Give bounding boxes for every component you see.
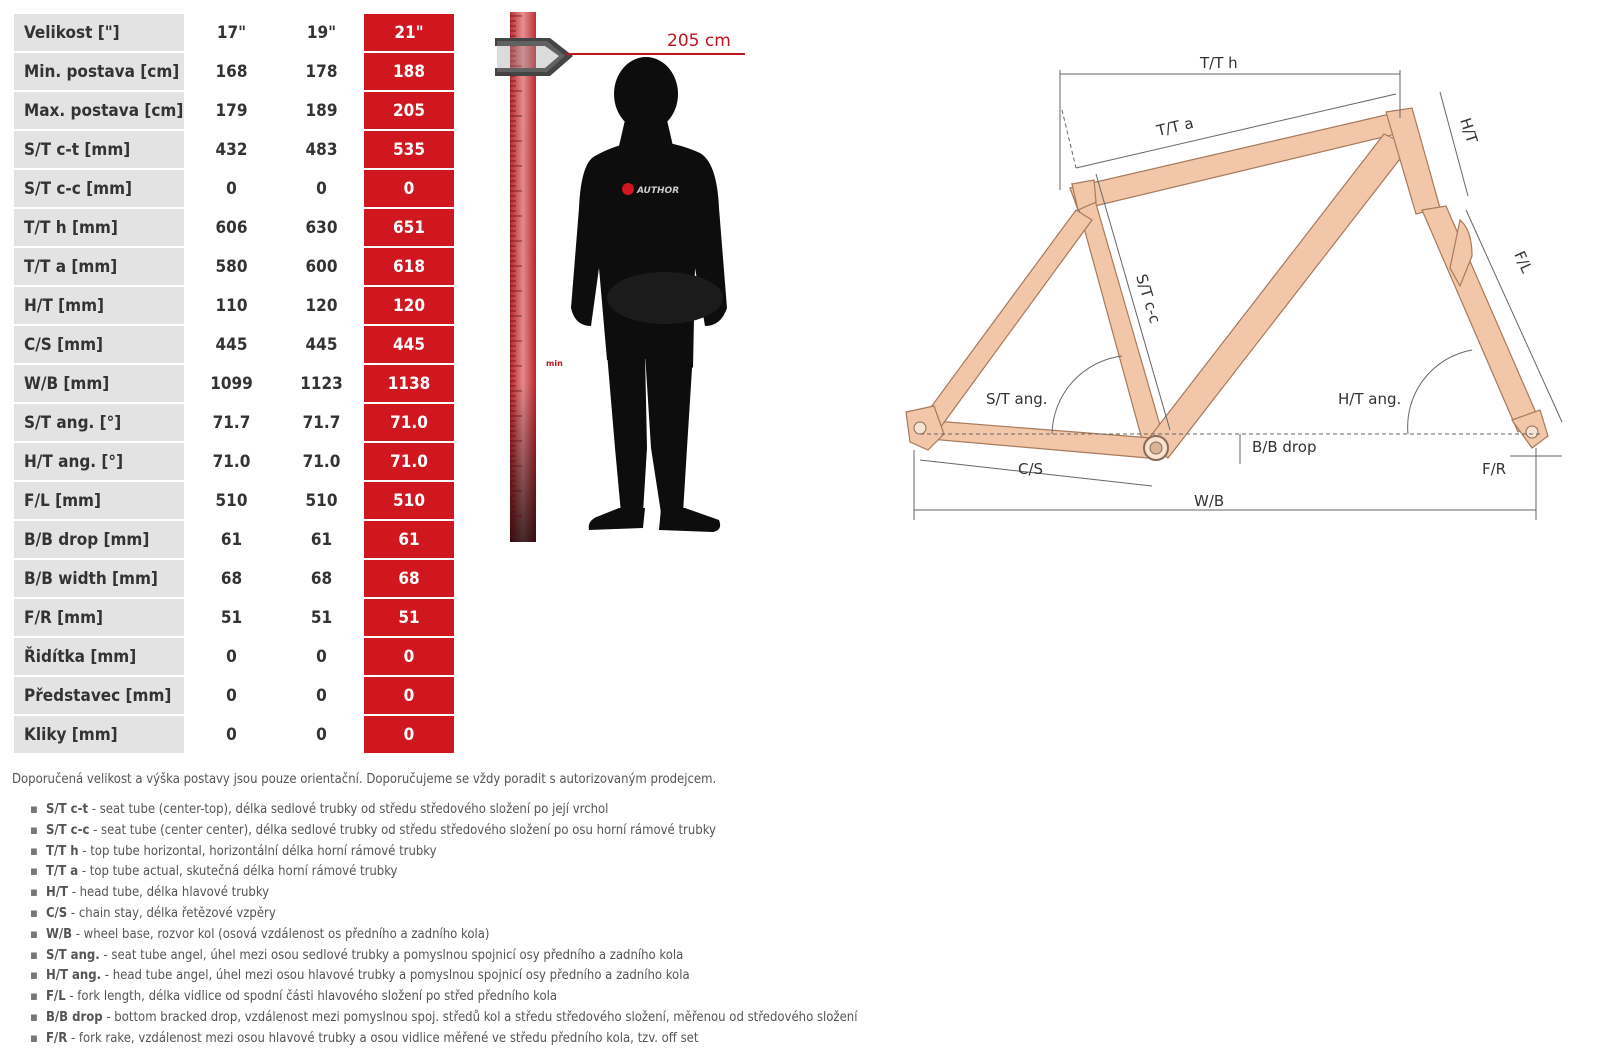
size-cell: 445 [305,334,338,355]
size-cell: 61 [310,529,333,550]
svg-text:AUTHOR: AUTHOR [637,186,680,196]
legend-item [30,862,857,883]
highlighted-size-cell: 120 [364,287,454,324]
table-row [14,521,454,558]
size-cell: 600 [305,256,338,277]
row-label: Max. postava [cm] [14,92,184,129]
row-label: Představec [mm] [14,677,184,714]
size-cell: 510 [215,490,248,511]
size-cell: 0 [226,178,237,199]
highlighted-size-cell: 61 [364,521,454,558]
label-st-cc: S/T c-c [1132,271,1165,326]
legend-text: - top tube actual, skutečná délka horní rámové trubky [78,864,398,880]
row-label: B/B width [mm] [14,560,184,597]
highlighted-size-cell: 618 [364,248,454,285]
highlighted-size-cell: 71.0 [364,404,454,441]
size-cell: 120 [305,295,338,316]
legend-item [30,987,857,1008]
size-cell: 0 [316,178,327,199]
label-bb-drop: B/B drop [1252,438,1317,456]
row-label: Min. postava [cm] [14,53,184,90]
legend-abbr: T/T a [45,864,79,880]
highlighted-size-cell: 0 [364,716,454,753]
table-row [14,14,454,51]
table-row [14,482,454,519]
legend-abbr: F/L [45,989,66,1005]
legend-item [30,842,857,863]
size-cell: 19" [306,22,337,43]
legend-text: - seat tube (center center), délka sedlové trubky od středu středového složení po osu horní rámové trubky [89,822,716,838]
chain-stay [918,420,1152,458]
ruler-min-label: min [546,359,563,368]
highlighted-size-cell: 651 [364,209,454,246]
legend-text: - fork length, délka vidlice od spodní části hlavového složení po střed předního kola [65,989,558,1005]
row-label: W/B [mm] [14,365,184,402]
highlighted-size-cell: 510 [364,482,454,519]
size-cell: 178 [305,61,338,82]
legend-item [30,800,857,821]
table-row [14,326,454,363]
measuring-ruler [510,12,536,542]
size-cell: 0 [226,685,237,706]
size-cell: 0 [226,646,237,667]
row-label: T/T h [mm] [14,209,184,246]
legend-item [30,925,857,946]
table-row [14,365,454,402]
legend-item [30,1008,857,1029]
row-label: B/B drop [mm] [14,521,184,558]
legend-text: - seat tube (center-top), délka sedlové trubky od středu středového složení po její vrchol [88,802,609,817]
row-label: H/T ang. [°] [14,443,184,480]
legend-abbr: S/T ang. [45,947,100,963]
table-row [14,209,454,246]
size-cell: 0 [316,685,327,706]
size-cell: 510 [305,490,338,511]
front-axle [1526,426,1538,438]
size-cell: 168 [215,61,248,82]
legend-abbr: T/T h [45,843,79,859]
table-row [14,404,454,441]
size-cell: 110 [215,295,248,316]
size-cell: 1099 [210,373,253,394]
highlighted-size-cell: 51 [364,599,454,636]
legend-text: - head tube, délka hlavové trubky [67,885,270,901]
rider-silhouette [571,57,727,532]
row-label: F/R [mm] [14,599,184,636]
legend-text: - wheel base, rozvor kol (osová vzdálenost os předního a zadního kola) [72,926,490,942]
size-cell: 1123 [300,373,343,394]
highlighted-size-cell: 21" [364,14,454,51]
frame-geometry-diagram [900,50,1580,530]
bottom-bracket-inner [1150,442,1162,454]
row-label: C/S [mm] [14,326,184,363]
highlighted-size-cell: 188 [364,53,454,90]
size-cell: 68 [310,568,333,589]
legend-text: - top tube horizontal, horizontální délka horní rámové trubky [78,843,437,859]
table-row [14,443,454,480]
size-cell: 0 [226,724,237,745]
size-cell: 51 [310,607,333,628]
label-tt-h: T/T h [1200,54,1238,72]
legend-item [30,946,857,967]
legend-text: - seat tube angel, úhel mezi osou sedlové trubky a pomyslnou spojnicí osy předního a zadního kola [99,947,684,963]
abbreviation-legend [30,800,857,1050]
row-label: S/T ang. [°] [14,404,184,441]
size-cell: 71.7 [302,412,341,433]
highlighted-size-cell: 0 [364,677,454,714]
table-row [14,560,454,597]
row-label: F/L [mm] [14,482,184,519]
legend-text: - fork rake, vzdálenost mezi osou hlavové trubky a osou vidlice měřené ve středu předního kola, tzv. off set [67,1030,699,1046]
size-cell: 61 [220,529,243,550]
label-st-ang: S/T ang. [986,390,1048,408]
size-cell: 71.0 [302,451,341,472]
legend-item [30,966,857,987]
size-cell: 445 [215,334,248,355]
label-fr: F/R [1482,460,1507,478]
legend-item [30,883,857,904]
disclaimer-note: Doporučená velikost a výška postavy jsou pouze orientační. Doporučujeme se vždy poradit s autorizovaným prodejcem. [12,772,717,787]
legend-item [30,821,857,842]
highlighted-size-cell: 68 [364,560,454,597]
size-cell: 179 [215,100,248,121]
legend-item [30,904,857,925]
legend-abbr: H/T [45,885,68,901]
size-cell: 606 [215,217,248,238]
highlighted-size-cell: 0 [364,638,454,675]
head-gauge-icon [495,38,573,76]
legend-text: - chain stay, délka řetězové vzpěry [67,905,276,921]
legend-item [30,1029,857,1050]
table-row [14,287,454,324]
table-row [14,677,454,714]
legend-abbr: H/T ang. [45,968,102,984]
legend-abbr: B/B drop [45,1009,103,1025]
size-cell: 17" [216,22,247,43]
row-label: S/T c-c [mm] [14,170,184,207]
label-ht-ang: H/T ang. [1338,390,1402,408]
label-wb: W/B [1194,492,1225,510]
size-cell: 630 [305,217,338,238]
fork-leg [1422,206,1540,432]
highlighted-size-cell: 0 [364,170,454,207]
size-cell: 0 [316,646,327,667]
row-label: S/T c-t [mm] [14,131,184,168]
table-row [14,638,454,675]
row-label: Velikost ["] [14,14,184,51]
size-cell: 189 [305,100,338,121]
row-label: Řidítka [mm] [14,638,184,675]
legend-abbr: S/T c-t [45,802,89,817]
size-cell: 71.7 [212,412,251,433]
row-label: Kliky [mm] [14,716,184,753]
rider-height-figure [495,8,755,548]
legend-abbr: C/S [45,905,68,921]
rear-axle [914,422,926,434]
table-row [14,53,454,90]
table-row [14,248,454,285]
size-cell: 68 [220,568,243,589]
table-row [14,131,454,168]
highlighted-size-cell: 535 [364,131,454,168]
legend-abbr: F/R [45,1030,68,1046]
size-cell: 51 [220,607,243,628]
label-tt-a: T/T a [1154,113,1196,140]
legend-text: - bottom bracked drop, vzdálenost mezi pomyslnou spoj. středů kol a středu středového složení, měřenou od středového složení [102,1009,858,1025]
geometry-table [14,12,454,755]
table-row [14,599,454,636]
size-cell: 0 [316,724,327,745]
legend-text: - head tube angel, úhel mezi osou hlavové trubky a pomyslnou spojnicí osy předního a zadního kola [101,968,690,984]
highlighted-size-cell: 1138 [364,365,454,402]
table-row [14,92,454,129]
size-cell: 483 [305,139,338,160]
legend-abbr: W/B [45,926,73,942]
label-fl: F/L [1510,248,1536,276]
size-cell: 580 [215,256,248,277]
row-label: T/T a [mm] [14,248,184,285]
size-cell: 71.0 [212,451,251,472]
row-label: H/T [mm] [14,287,184,324]
highlighted-size-cell: 205 [364,92,454,129]
height-label: 205 cm [667,31,731,51]
label-cs: C/S [1018,460,1044,478]
highlighted-size-cell: 445 [364,326,454,363]
table-row [14,716,454,753]
label-ht: H/T [1456,115,1482,146]
table-row [14,170,454,207]
legend-abbr: S/T c-c [45,822,90,838]
highlighted-size-cell: 71.0 [364,443,454,480]
size-cell: 432 [215,139,248,160]
